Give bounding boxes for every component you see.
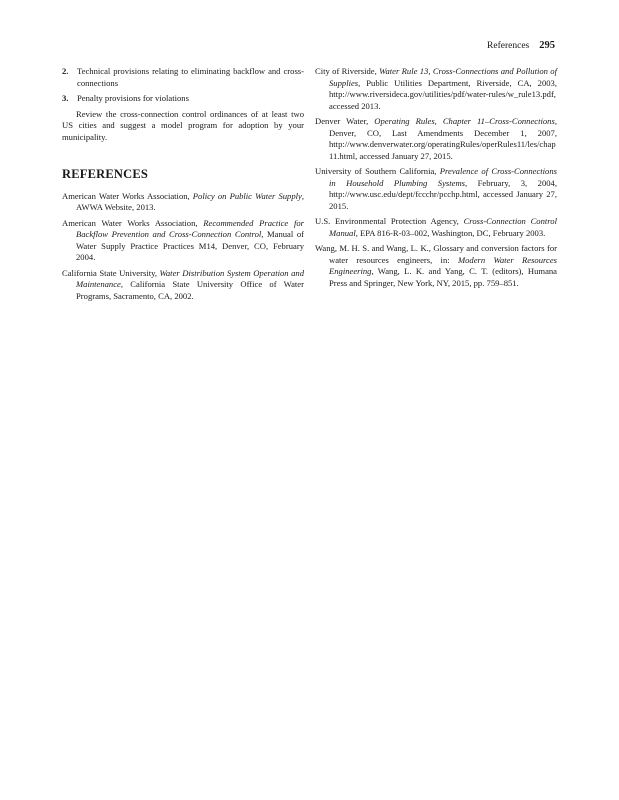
- page-number: 295: [539, 40, 555, 51]
- reference-entry: U.S. Environmental Protection Agency, Cross-Connection Control Manual, EPA 816-R-03–002, Washington, DC, February 2003.: [315, 216, 557, 238]
- right-column: [315, 66, 557, 293]
- section-title: References: [487, 41, 530, 51]
- list-item: 2. Technical provisions relating to eliminating backflow and cross-connections: [62, 66, 304, 88]
- reference-entry: California State University, Water Distribution System Operation and Maintenance, California State University Office of Water Programs, Sacramento, CA, 2002.: [62, 267, 304, 301]
- reference-entry: American Water Works Association, Recommended Practice for Backflow Prevention and Cross-Connection Control, Manual of Water Supply Practice Practices M14, Denver, CO, February 2004.: [62, 217, 305, 262]
- reference-entry: Denver Water, Operating Rules, Chapter 11–Cross-Connections, Denver, CO, Last Amendments December 1, 2007, http://www.denverwater.org/operatingRules/operRules11/les/chap11.html, accessed January 27, 2015.: [315, 116, 557, 161]
- reference-entry: Wang, M. H. S. and Wang, L. K., Glossary and conversion factors for water resources engineers, in: Modern Water Resources Engineering, Wang, L. K. and Yang, C. T. (editors), Humana Press and Springer, New York, NY, 2015, pp. 759–851.: [315, 243, 558, 288]
- left-column: [62, 66, 304, 306]
- reference-entry: City of Riverside, Water Rule 13, Cross-Connections and Pollution of Supplies, Public Utilities Department, Riverside, CA, 2003, http://www.riversideca.gov/utilities/pdf/water-rules/w_rule13.pdf, accessed 2013.: [315, 66, 557, 111]
- running-head: [487, 40, 555, 51]
- exercise-paragraph: Review the cross-connection control ordinances of at least two US cities and suggest a model program for adoption by your municipality.: [62, 108, 304, 142]
- list-item: 3. Penalty provisions for violations: [62, 93, 189, 103]
- references-heading: REFERENCES: [62, 167, 149, 181]
- reference-entry: University of Southern California, Prevalence of Cross-Connections in Household Plumbing Systems, February, 3, 2004, http://www.usc.edu/dept/fccchr/pcchp.html, accessed January 27, 2015.: [315, 166, 557, 211]
- reference-entry: American Water Works Association, Policy on Public Water Supply, AWWA Website, 2013.: [62, 190, 304, 212]
